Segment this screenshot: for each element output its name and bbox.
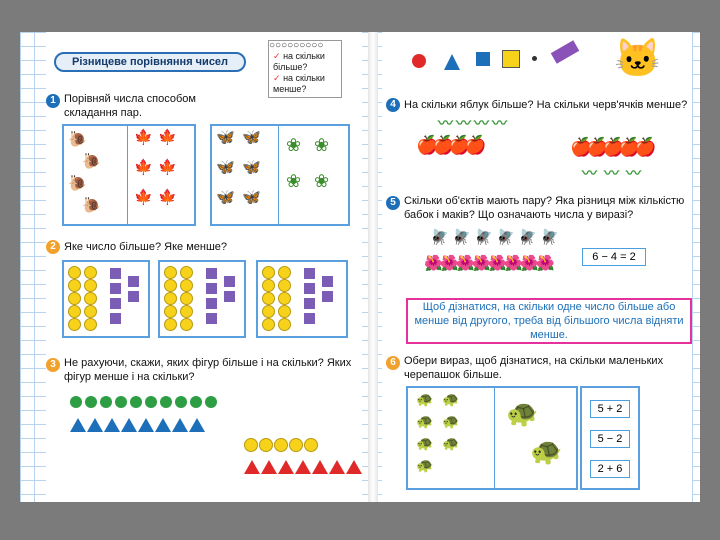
snail-icon: 🐌	[82, 153, 101, 170]
left-page	[46, 32, 362, 502]
task-number-2: 2	[46, 240, 60, 254]
red-triangle	[295, 460, 311, 474]
choices-box	[580, 386, 640, 490]
rule-box	[406, 298, 692, 344]
yellow-circle	[84, 266, 97, 279]
daisy-icon: ❀	[314, 135, 330, 155]
butterfly-icon: 🦋	[242, 159, 261, 176]
apple-icon: 🍎	[570, 137, 593, 157]
green-circle	[115, 396, 127, 408]
yellow-circle	[180, 318, 193, 331]
task-2-box-1	[62, 260, 150, 338]
task-number-3: 3	[46, 358, 60, 372]
yellow-circle	[180, 266, 193, 279]
purple-square	[322, 276, 333, 287]
right-page	[382, 32, 692, 502]
expression-box: 6 − 4 = 2	[582, 248, 646, 266]
worm-icon: 〰	[474, 115, 490, 132]
apple-icon: 🍎	[416, 135, 439, 155]
butterfly-icon: 🦋	[216, 159, 235, 176]
apple-icon: 🍎	[464, 135, 487, 155]
apple-icon: 🍎	[448, 135, 471, 155]
box-divider	[278, 126, 279, 224]
yellow-circle	[180, 305, 193, 318]
notepad-line-1: на скільки більше?	[273, 51, 325, 72]
yellow-circle	[278, 318, 291, 331]
task-1-text: Порівняй числа способом складання пар.	[64, 93, 196, 119]
purple-square	[110, 268, 121, 279]
green-circle	[190, 396, 202, 408]
poppy-icon: 🌺	[424, 255, 443, 272]
small-turtle-icon: 🐢	[442, 435, 460, 451]
worm-icon: 〰	[626, 165, 642, 182]
purple-square	[304, 313, 315, 324]
textbook-spread	[20, 32, 700, 502]
green-circle	[145, 396, 157, 408]
green-circle	[70, 396, 82, 408]
big-turtle-icon: 🐢	[530, 436, 563, 466]
notepad-line-2: на скільки менше?	[273, 73, 325, 94]
purple-square	[206, 313, 217, 324]
yellow-circle	[180, 279, 193, 292]
purple-square	[206, 283, 217, 294]
apple-icon: 🍎	[586, 137, 609, 157]
butterfly-icon: 🦋	[216, 129, 235, 146]
blue-triangle	[87, 418, 103, 432]
green-circle	[100, 396, 112, 408]
purple-square	[110, 298, 121, 309]
apple-icon: 🍎	[432, 135, 455, 155]
leaf-icon: 🍁	[134, 159, 153, 176]
small-turtle-icon: 🐢	[416, 391, 434, 407]
blue-triangle	[189, 418, 205, 432]
purple-square	[224, 276, 235, 287]
small-turtle-icon: 🐢	[416, 457, 434, 473]
task-number-1: 1	[46, 94, 60, 108]
worm-icon: 〰	[438, 115, 454, 132]
purple-square	[304, 268, 315, 279]
yellow-circle	[262, 266, 275, 279]
notepad-sticker	[268, 40, 342, 98]
dragonfly-icon: 🪰	[452, 229, 471, 246]
yellow-square	[502, 50, 520, 68]
notepad-rings: ○○○○○○○○○	[269, 40, 324, 51]
purple-square	[304, 283, 315, 294]
blue-triangle	[444, 54, 460, 70]
yellow-circle	[84, 305, 97, 318]
yellow-circle	[278, 292, 291, 305]
task-2-text: Яке число більше? Яке менше?	[64, 241, 228, 253]
leaf-icon: 🍁	[134, 129, 153, 146]
green-circle	[205, 396, 217, 408]
leaf-icon: 🍁	[158, 159, 177, 176]
yellow-circle	[262, 305, 275, 318]
leaf-icon: 🍁	[158, 189, 177, 206]
red-circle	[412, 54, 426, 68]
task-2-box-3	[256, 260, 348, 338]
worm-icon: 〰	[492, 115, 508, 132]
dragonfly-icon: 🪰	[430, 229, 449, 246]
yellow-circle	[262, 318, 275, 331]
purple-square	[206, 298, 217, 309]
choice-3[interactable]: 2 + 6	[590, 460, 630, 478]
dragonfly-icon: 🪰	[540, 229, 559, 246]
apple-icon: 🍎	[602, 137, 625, 157]
apple-icon: 🍎	[634, 137, 657, 157]
cat-mascot-icon: 🐱	[614, 38, 662, 80]
yellow-circle	[304, 438, 318, 452]
task-number-4: 4	[386, 98, 400, 112]
yellow-circle	[244, 438, 258, 452]
purple-square	[206, 268, 217, 279]
box-divider	[127, 126, 128, 224]
worm-icon: 〰	[604, 165, 620, 182]
check-icon: ✓	[273, 73, 281, 83]
green-circle	[130, 396, 142, 408]
apple-icon: 🍎	[618, 137, 641, 157]
task-3-text: Не рахуючи, скажи, яких фігур більше і на скільки? Яких фігур менше і на скільки?	[64, 357, 352, 383]
dragonfly-icon: 🪰	[518, 229, 537, 246]
butterfly-icon: 🦋	[242, 129, 261, 146]
worm-icon: 〰	[582, 165, 598, 182]
yellow-circle	[278, 305, 291, 318]
task-1-box-left	[62, 124, 196, 226]
big-turtle-icon: 🐢	[506, 398, 539, 428]
small-turtle-icon: 🐢	[416, 413, 434, 429]
red-triangle	[329, 460, 345, 474]
yellow-circle	[68, 266, 81, 279]
yellow-circle	[68, 318, 81, 331]
poppy-icon: 🌺	[472, 255, 491, 272]
blue-triangle	[121, 418, 137, 432]
daisy-icon: ❀	[286, 171, 302, 191]
small-turtle-icon: 🐢	[416, 435, 434, 451]
task-4-text: На скільки яблук більше? На скільки черв'ячків менше?	[404, 99, 688, 111]
blue-triangle	[172, 418, 188, 432]
yellow-circle	[180, 292, 193, 305]
poppy-icon: 🌺	[536, 255, 555, 272]
blue-triangle	[104, 418, 120, 432]
purple-square	[128, 291, 139, 302]
dragonfly-icon: 🪰	[474, 229, 493, 246]
page-title: Різницеве порівняння чисел	[54, 52, 246, 72]
blue-triangle	[155, 418, 171, 432]
dragonfly-icon: 🪰	[496, 229, 515, 246]
task-6-box	[406, 386, 578, 490]
choice-1[interactable]: 5 + 2	[590, 400, 630, 418]
purple-square	[224, 291, 235, 302]
poppy-icon: 🌺	[504, 255, 523, 272]
small-turtle-icon: 🐢	[442, 391, 460, 407]
yellow-circle	[84, 292, 97, 305]
yellow-circle	[68, 305, 81, 318]
task-1-box-right	[210, 124, 350, 226]
leaf-icon: 🍁	[134, 189, 153, 206]
small-turtle-icon: 🐢	[442, 413, 460, 429]
red-triangle	[244, 460, 260, 474]
task-6-text: Обери вираз, щоб дізнатися, на скільки маленьких черепашок більше.	[404, 355, 664, 381]
task-number-5: 5	[386, 196, 400, 210]
butterfly-icon: 🦋	[216, 189, 235, 206]
purple-square	[128, 276, 139, 287]
box-divider	[494, 388, 495, 488]
yellow-circle	[259, 438, 273, 452]
yellow-circle	[164, 318, 177, 331]
poppy-icon: 🌺	[520, 255, 539, 272]
yellow-circle	[289, 438, 303, 452]
snail-icon: 🐌	[82, 197, 101, 214]
yellow-circle	[274, 438, 288, 452]
poppy-icon: 🌺	[488, 255, 507, 272]
daisy-icon: ❀	[314, 171, 330, 191]
purple-square	[304, 298, 315, 309]
yellow-circle	[164, 279, 177, 292]
task-2-box-2	[158, 260, 246, 338]
yellow-circle	[68, 292, 81, 305]
purple-rectangle	[551, 40, 580, 63]
yellow-circle	[84, 318, 97, 331]
red-triangle	[346, 460, 362, 474]
daisy-icon: ❀	[286, 135, 302, 155]
page-fold	[368, 32, 378, 502]
yellow-circle	[84, 279, 97, 292]
red-triangle	[312, 460, 328, 474]
purple-square	[322, 291, 333, 302]
yellow-circle	[164, 266, 177, 279]
snail-icon: 🐌	[68, 175, 87, 192]
yellow-circle	[164, 305, 177, 318]
purple-square	[110, 283, 121, 294]
yellow-circle	[68, 279, 81, 292]
yellow-circle	[164, 292, 177, 305]
yellow-circle	[262, 279, 275, 292]
green-circle	[160, 396, 172, 408]
snail-icon: 🐌	[68, 131, 87, 148]
butterfly-icon: 🦋	[242, 189, 261, 206]
blue-triangle	[70, 418, 86, 432]
task-number-6: 6	[386, 356, 400, 370]
poppy-icon: 🌺	[440, 255, 459, 272]
red-triangle	[278, 460, 294, 474]
yellow-circle	[262, 292, 275, 305]
check-icon: ✓	[273, 51, 281, 61]
choice-2[interactable]: 5 − 2	[590, 430, 630, 448]
purple-square	[110, 313, 121, 324]
worm-icon: 〰	[456, 115, 472, 132]
yellow-circle	[278, 279, 291, 292]
task-5-text: Скільки об'єктів мають пару? Яка різниця між кількістю бабок і маків? Що означають числа у виразі?	[404, 195, 685, 221]
leaf-icon: 🍁	[158, 129, 177, 146]
red-triangle	[261, 460, 277, 474]
dot	[532, 56, 537, 61]
blue-triangle	[138, 418, 154, 432]
rule-text: Щоб дізнатися, на скільки одне число більше або менше від другого, треба від більшого числа відняти менше.	[414, 301, 684, 341]
yellow-circle	[278, 266, 291, 279]
green-square	[476, 52, 490, 66]
poppy-icon: 🌺	[456, 255, 475, 272]
green-circle	[175, 396, 187, 408]
green-circle	[85, 396, 97, 408]
